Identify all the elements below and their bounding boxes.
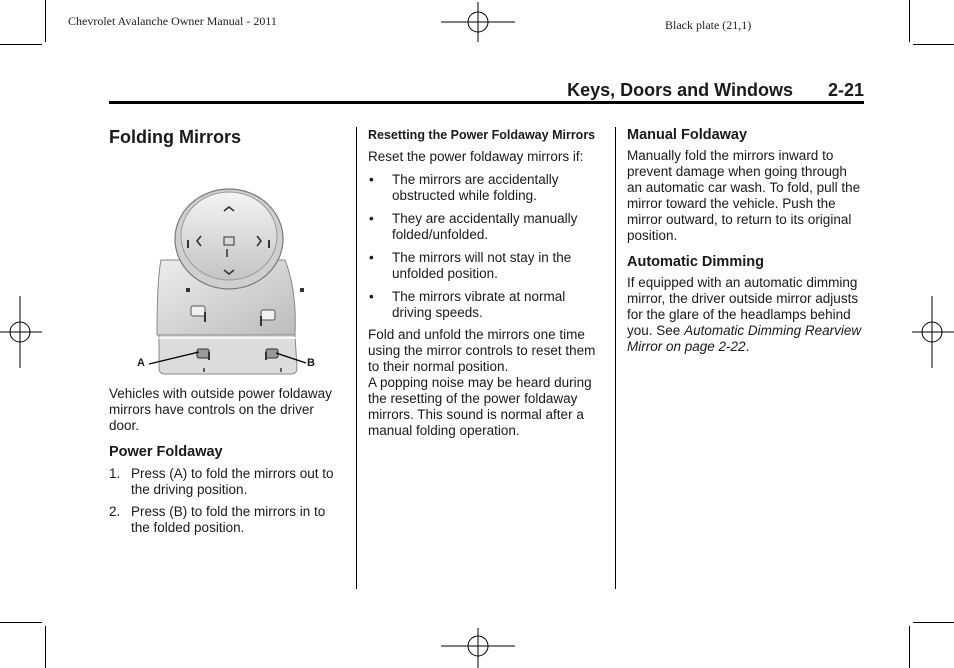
bullet-text: They are accidentally manually folded/unfolded. [392,211,578,242]
list-item [368,250,606,282]
crop-mark [45,626,46,668]
callout-label-a: A [137,357,145,369]
step-text: Press (A) to fold the mirrors out to the driving position. [131,466,334,497]
cross-reference-link[interactable]: Automatic Dimming Rearview Mirror on page 2-22 [627,323,862,354]
list-item [368,289,606,321]
registration-mark-right [912,296,954,368]
doc-title: Chevrolet Avalanche Owner Manual - 2011 [68,14,277,28]
crop-mark [909,626,910,668]
crop-mark [913,622,954,623]
bullet-list [368,172,606,321]
resetting-heading: Resetting the Power Foldaway Mirrors [368,128,596,142]
column-3 [627,125,865,355]
bullet-symbol: • [369,289,374,304]
list-item [368,172,606,204]
step-number: 1. [109,466,121,481]
manual-foldaway-text: Manually fold the mirrors inward to prevent damage when going through an automatic car wash. To fold, pull the mirror toward the vehicle. Push the mirror outward, to return to its original position. [627,148,861,243]
list-item [109,504,347,536]
steps-list [109,466,347,536]
sentence-end: . [745,339,750,354]
reset-paragraph: Fold and unfold the mirrors one time using the mirror controls to reset them to their normal position. [368,327,596,374]
automatic-dimming-heading: Automatic Dimming [627,254,764,270]
bullet-symbol: • [369,211,374,226]
crop-mark [45,0,46,42]
registration-mark-left [0,296,42,368]
intro-paragraph: Vehicles with outside power foldaway mirrors have controls on the driver door. [109,386,332,433]
crop-mark [0,622,42,623]
bullet-text: The mirrors will not stay in the unfolded position. [392,250,572,281]
registration-mark-bottom [441,626,515,668]
list-item [109,466,347,498]
step-text: Press (B) to fold the mirrors in to the folded position. [131,504,326,535]
crop-mark [909,0,910,42]
step-number: 2. [109,504,121,519]
column-divider [356,127,357,589]
plate-label: Black plate (21,1) [665,18,752,32]
crop-mark [0,44,42,45]
registration-mark-top [441,2,515,46]
popping-noise-paragraph: A popping noise may be heard during the resetting of the power foldaway mirrors. This sound is normal after a manual folding operation. [368,375,592,438]
automatic-dimming-text [627,275,865,355]
header-rule [109,101,864,104]
mirror-control-figure [109,160,347,380]
list-item [368,211,606,243]
chapter-title: Keys, Doors and Windows [567,80,793,100]
mirror-switch-illustration [109,160,347,380]
column-divider [615,127,616,589]
reset-intro: Reset the power foldaway mirrors if: [368,149,584,164]
column-2 [368,125,606,439]
bullet-text: The mirrors vibrate at normal driving speeds. [392,289,566,320]
callout-label-b: B [307,357,315,369]
column-1 [109,125,347,536]
bullet-symbol: • [369,250,374,265]
bullet-symbol: • [369,172,374,187]
crop-mark [913,44,954,45]
automatic-dimming-body: If equipped with an automatic dimming mirror, the driver outside mirror adjusts for the glare of the headlamps behind you. See [627,275,859,338]
bullet-text: The mirrors are accidentally obstructed while folding. [392,172,559,203]
power-foldaway-heading: Power Foldaway [109,444,223,460]
section-title: Folding Mirrors [109,127,241,147]
page-number: 2-21 [827,80,864,100]
manual-foldaway-heading: Manual Foldaway [627,127,748,143]
